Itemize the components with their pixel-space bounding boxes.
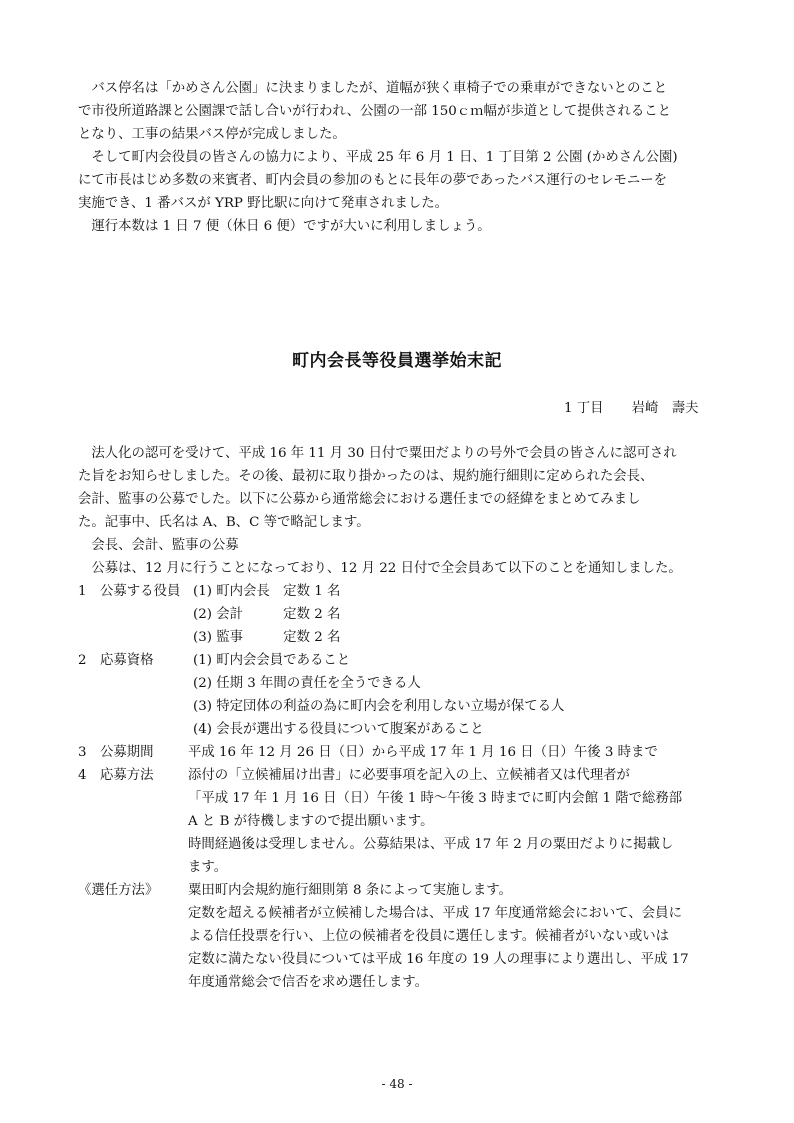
intro-line: にて市長はじめ多数の来賓者、町内会員の参加のもとに長年の夢であったバス運行のセレモニーを (78, 173, 668, 188)
list-item-line: (4) 会長が選出する役員について腹案があること (193, 722, 484, 737)
list-item-line: (2) 会計 定数 2 名 (193, 607, 341, 622)
list-item-line: 「平成 17 年 1 月 16 日（日）午後 1 時～午後 3 時までに町内会館 1 階で総務部 (188, 791, 683, 806)
section-heading: 会長、会計、監事の公募 (78, 538, 239, 553)
selection-method-line: よる信任投票を行い、上位の候補者を役員に選任します。候補者がいない或いは (188, 929, 669, 944)
list-item-number: 1 (78, 584, 87, 599)
list-item-label: 公募期間 (100, 745, 154, 760)
author-name: 岩崎 壽夫 (631, 401, 699, 416)
list-item-number: 2 (78, 653, 87, 668)
selection-method-line: 定数に満たない役員については平成 16 年度の 19 人の理事により選出し、平成 17 (188, 952, 689, 967)
list-item-line: A と B が待機しますので提出願います。 (188, 814, 434, 829)
selection-method-line: 粟田町内会規約施行細則第 8 条によって実施します。 (188, 883, 512, 898)
intro-line: 実施でき、1 番バスが YRP 野比駅に向けて発車されました。 (78, 196, 449, 211)
list-item-line: (2) 任期 3 年間の責任を全うできる人 (193, 676, 421, 691)
intro-line: バス停名は「かめさん公園」に決まりましたが、道幅が狭く車椅子での乗車ができないとのこと (78, 81, 668, 96)
body-line: 法人化の認可を受けて、平成 16 年 11 月 30 日付で粟田だよりの号外で会員の皆さんに認可され (78, 446, 677, 461)
selection-method-label: 《選任方法》 (78, 883, 159, 898)
list-item-line: 平成 16 年 12 月 26 日（日）から平成 17 年 1 月 16 日（日）午後 3 時まで (188, 745, 658, 760)
intro-line: そして町内会役員の皆さんの協力により、平成 25 年 6 月 1 日、1 丁目第 2 公園 (かめさん公園) (78, 150, 678, 165)
article-title: 町内会長等役員選挙始末記 (292, 351, 502, 371)
author-district: 1 丁目 (564, 401, 604, 416)
list-item-label: 公募する役員 (100, 584, 181, 599)
body-line: た。記事中、氏名は A、B、C 等で略記します。 (78, 515, 370, 530)
list-item-line: 添付の「立候補届け出書」に必要事項を記入の上、立候補者又は代理者が (188, 768, 630, 783)
intro-line: 運行本数は 1 日 7 便（休日 6 便）ですが大いに利用しましょう。 (78, 219, 491, 234)
list-item-line: (3) 監事 定数 2 名 (193, 630, 341, 645)
intro-line: で市役所道路課と公園課で話し合いが行われ、公園の一部 150ｃｍ幅が歩道として提供されること (78, 104, 672, 119)
list-item-label: 応募方法 (100, 768, 154, 783)
list-item-label: 応募資格 (100, 653, 154, 668)
intro-line: となり、工事の結果バス停が完成しました。 (78, 127, 346, 142)
body-line: 会計、監事の公募でした。以下に公募から通常総会における選任までの経緯をまとめてみまし (78, 492, 641, 507)
page-number: - 48 - (381, 1077, 413, 1091)
list-item-line: ます。 (188, 860, 228, 875)
list-item-line: (3) 特定団体の利益の為に町内会を利用しない立場が保てる人 (193, 699, 565, 714)
list-item-line: (1) 町内会長 定数 1 名 (193, 584, 341, 599)
author-line (564, 397, 699, 416)
selection-method-line: 定数を超える候補者が立候補した場合は、平成 17 年度通常総会において、会員に (188, 906, 682, 921)
list-item-number: 4 (78, 768, 87, 783)
list-item-line: (1) 町内会会員であること (193, 653, 351, 668)
list-item-line: 時間経過後は受理しません。公募結果は、平成 17 年 2 月の粟田だよりに掲載し (188, 837, 674, 852)
body-line: た旨をお知らせしました。その後、最初に取り掛かったのは、規約施行細則に定められた会長、 (78, 469, 654, 484)
selection-method-line: 年度通常総会で信否を求め選任します。 (188, 975, 428, 990)
list-item-number: 3 (78, 745, 87, 760)
body-line: 公募は、12 月に行うことになっており、12 月 22 日付で全会員あて以下のことを通知しました。 (78, 561, 682, 576)
